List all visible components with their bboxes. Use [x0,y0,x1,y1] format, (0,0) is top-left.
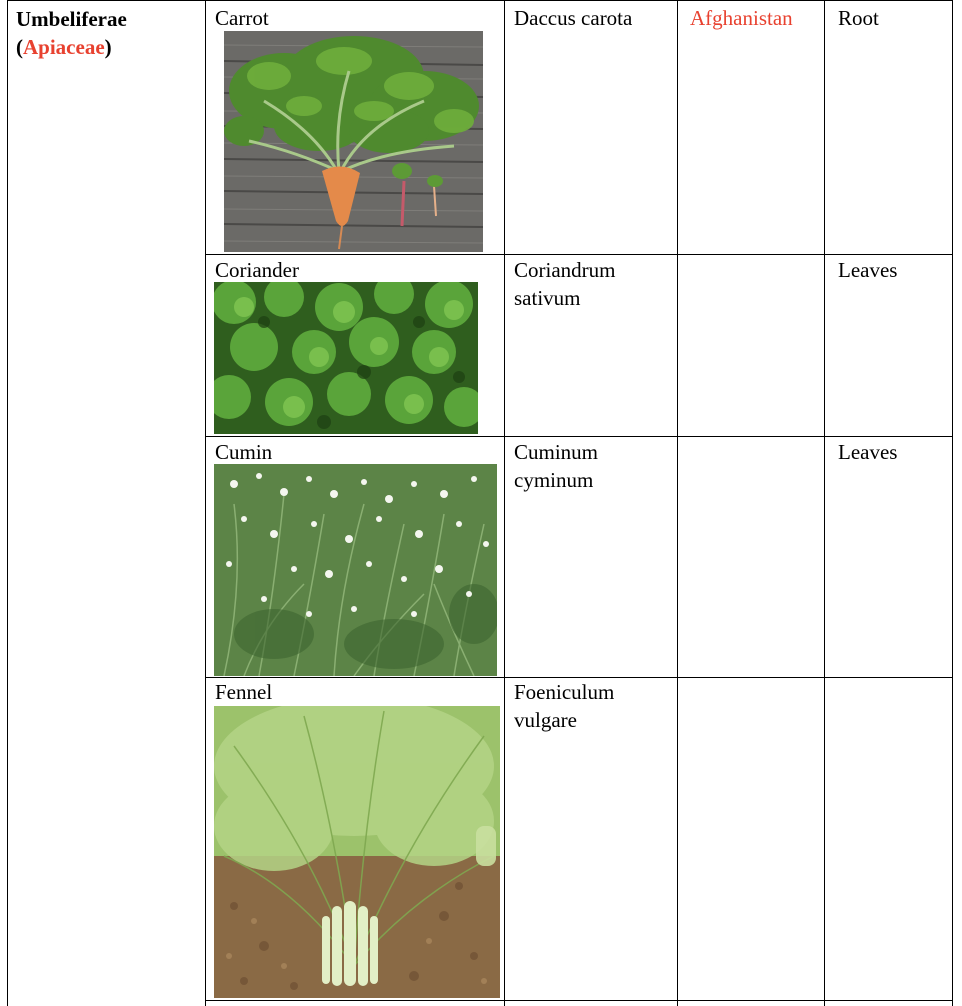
table-border-top [7,0,953,1]
common-name-cumin: Cumin [215,440,273,464]
scientific-name-coriander-line2: sativum [514,286,581,310]
part-coriander: Leaves [838,258,898,282]
column-divider-4 [824,0,825,1006]
part-carrot: Root [838,6,879,30]
family-name: Umbeliferae [16,7,127,31]
column-divider-2 [504,0,505,1006]
scientific-name-carrot: Daccus carota [514,6,633,30]
scientific-name-coriander-line1: Coriandrum [514,258,616,282]
common-name-coriander: Coriander [215,258,299,282]
carrot-photo [224,31,483,252]
alt-open-paren: ( [16,35,23,59]
row-divider-4 [205,1000,953,1001]
scientific-name-cumin-line1: Cuminum [514,440,599,464]
row-divider-1 [205,254,953,255]
table-border-left [7,0,8,1006]
scientific-name-fennel-line1: Foeniculum [514,680,615,704]
column-divider-3 [677,0,678,1006]
family-alt-name [16,33,112,61]
column-divider-1 [205,0,206,1006]
common-name-carrot: Carrot [215,6,269,30]
scientific-name-fennel-line2: vulgare [514,708,577,732]
coriander-photo [214,282,478,434]
scientific-name-cumin-line2: cyminum [514,468,594,492]
row-divider-2 [205,436,953,437]
cumin-photo [214,464,497,676]
alt-close-paren: ) [104,35,112,59]
part-cumin: Leaves [838,440,898,464]
family-alt-label: Apiaceae [23,35,105,59]
common-name-fennel: Fennel [215,680,273,704]
table-border-right [952,0,953,1006]
origin-carrot: Afghanistan [690,6,793,30]
fennel-photo [214,706,500,998]
